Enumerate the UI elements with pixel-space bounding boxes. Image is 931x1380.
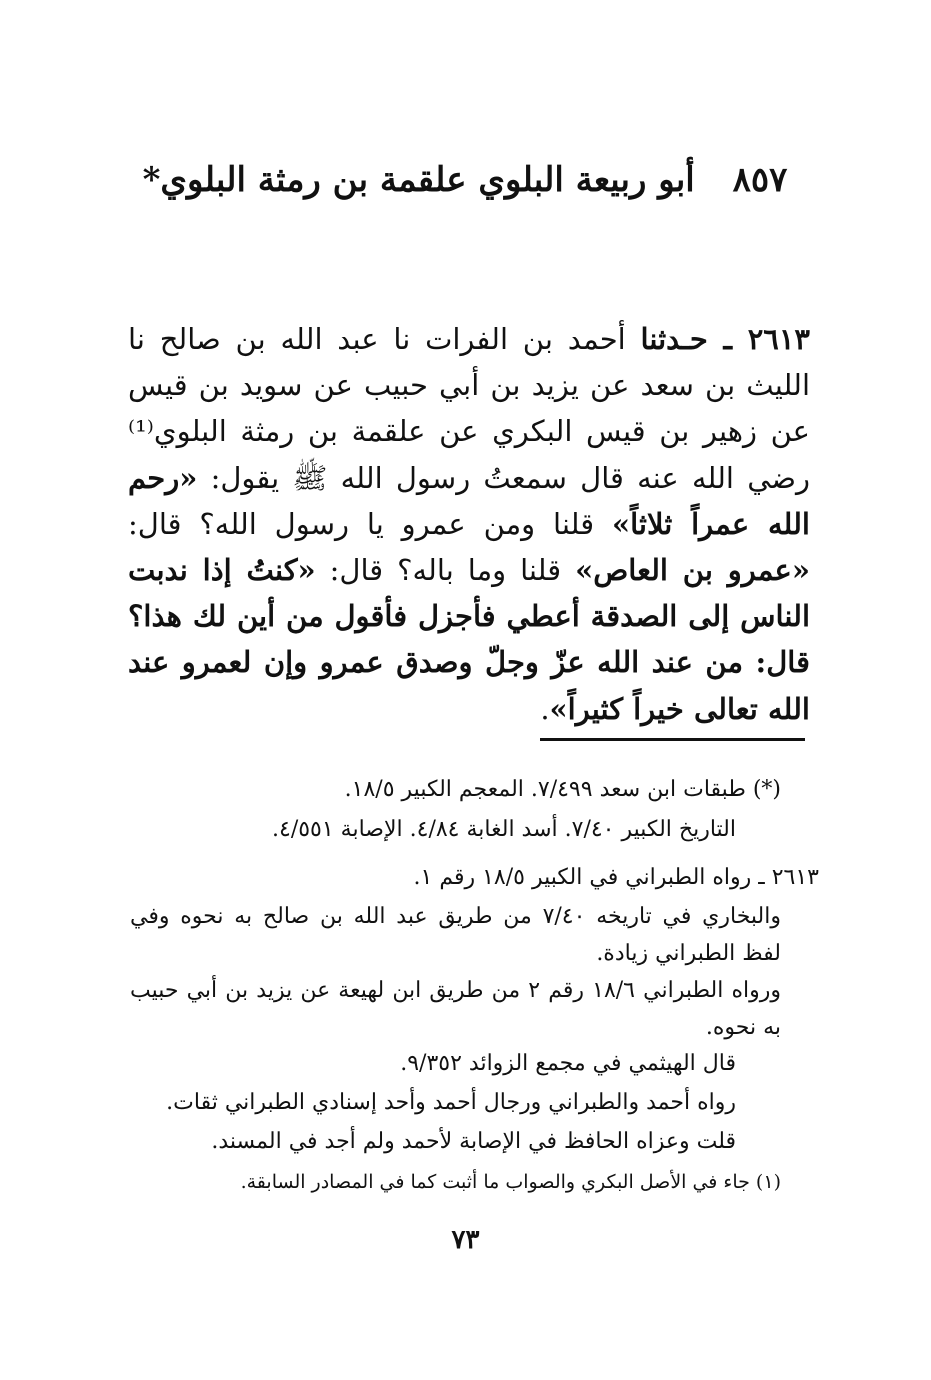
chapter-title-text: أبو ربيعة البلوي علقمة بن رمثة البلوي* xyxy=(142,160,695,200)
hadith-end: . xyxy=(540,691,550,726)
hadith-isnad: أحمد بن الفرات نا عبد الله بن صالح نا الليث بن سعد عن يزيد بن أبي حبيب عن سويد بن قيس عن زهير بن قيس البكري عن علقمة بن رمثة البلوي⁽¹⁾ رضي الله عنه قال سمعتُ رسول الله ﷺ يقول: xyxy=(128,322,810,495)
footnote-star-line-2: التاريخ الكبير ٧/٤٠. أسد الغابة ٤/٨٤. الإصابة ٤/٥٥١. xyxy=(272,817,736,842)
footnote-note-1: (١) جاء في الأصل البكري والصواب ما أثبت كما في المصادر السابقة. xyxy=(240,1171,781,1193)
hadith-quote-2: «عمرو بن العاص» xyxy=(575,553,810,588)
footnote-hadith-line-4: قال الهيثمي في مجمع الزوائد ٩/٣٥٢. xyxy=(400,1051,736,1076)
hadith-lead: حـدثنا xyxy=(640,322,708,356)
footnote-hadith-line-5: رواه أحمد والطبراني ورجال أحمد وأحد إسنادي الطبراني ثقات. xyxy=(166,1090,736,1115)
hadith-number: ٢٦١٣ xyxy=(747,322,810,356)
chapter-number: ٨٥٧ xyxy=(732,160,788,200)
hadith-quote-1: «رحم الله عمراً ثلاثاً» xyxy=(128,460,810,541)
footnote-hadith-line-3: ورواه الطبراني ١٨/٦ رقم ٢ من طريق ابن لهيعة عن يزيد بن أبي حبيب به نحوه. xyxy=(130,978,781,1040)
hadith-text-3: قلنا وما باله؟ قال: xyxy=(315,553,576,588)
footnote-hadith-line-1: ٢٦١٣ ـ رواه الطبراني في الكبير ١٨/٥ رقم ١. xyxy=(413,865,819,890)
footnote-separator xyxy=(540,738,805,741)
footnote-hadith-line-6: قلت وعزاه الحافظ في الإصابة لأحمد ولم أجد في المسند. xyxy=(211,1129,736,1154)
hadith-paragraph xyxy=(128,316,810,732)
hadith-text-2: قلنا ومن عمرو يا رسول الله؟ قال: xyxy=(128,506,612,541)
hadith-quote-3: «كنتُ إذا ندبت الناس إلى الصدقة أعطي فأجزل فأقول من أين لك هذا؟ قال: من عند الله عزّ وجلّ وصدق عمرو وإن لعمرو عند الله تعالى خيراً كثيراً» xyxy=(128,553,810,726)
footnote-star-line-1: (*) طبقات ابن سعد ٧/٤٩٩. المعجم الكبير ١٨/٥. xyxy=(344,777,781,802)
footnote-hadith-line-2: والبخاري في تاريخه ٧/٤٠ من طريق عبد الله بن صالح به نحوه وفي لفظ الطبراني زيادة. xyxy=(130,904,781,966)
chapter-title xyxy=(120,160,810,200)
hadith-body xyxy=(128,316,810,732)
page-number: ٧٣ xyxy=(451,1225,480,1255)
hadith-dash: ـ xyxy=(707,322,748,356)
